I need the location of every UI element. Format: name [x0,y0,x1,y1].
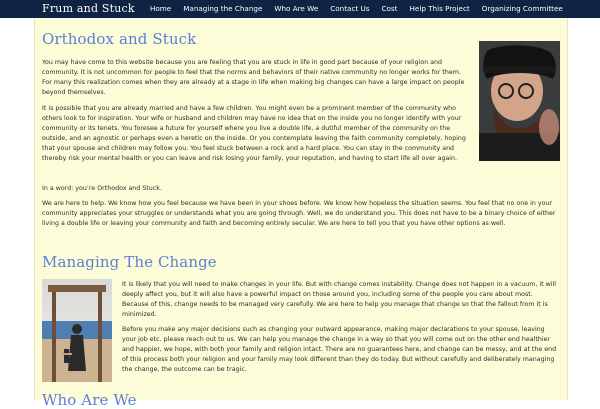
beach-post-left [52,292,56,382]
beach-pergola-top [48,285,106,292]
portrait-photo-icon [479,41,560,161]
portrait-photo-illustration [479,41,560,161]
orthodox-paragraph-4: We are here to help. We know how you feel because we have been in your shoes before. We know how hopeless the situation seems. You feel that no one in your community appreciates your struggles or understands what you are going through. Well, we do understand you. This does not have to be a binary choice of either living a double life or leaving your community and faith and becoming entirely secular. We are here to tell you that you have other options as well. [42,200,556,227]
nav-help-this-project[interactable]: Help This Project [409,4,470,13]
managing-paragraph-2: Before you make any major decisions such as changing your outward appearance, making major declarations to your spouse, leaving your job etc. please reach out to us. We can help you manage the change in a way so that you will come out on the other end healthier and happier, we hope, with both your family and religion intact. There are no guarantees here, and change can be messy, and at the end of this process both your religion and your family may look different than they do today. But without carefully and deliberately managing the change, the outcome can be tragic. [122,326,557,373]
beach-towel [62,353,72,355]
nav-cost[interactable]: Cost [381,4,398,13]
nav-who-are-we[interactable]: Who Are We [274,4,319,13]
beach-photo-icon [42,279,112,382]
beach-person-head [72,324,82,334]
main-content [34,18,568,409]
main-nav [150,0,575,18]
nav-managing-the-change[interactable]: Managing the Change [183,4,263,13]
nav-contact-us[interactable]: Contact Us [330,4,370,13]
top-navigation-bar [0,0,600,18]
heading-orthodox-and-stuck: Orthodox and Stuck [42,30,197,48]
portrait-hat-brim [483,66,556,73]
portrait-hand [539,109,559,145]
nav-home[interactable]: Home [150,4,172,13]
orthodox-paragraph-1: You may have come to this website because you are feeling that you are stuck in life in good part because of your religion and community. It is not uncommon for people to feel that the norms and behaviors of their native community no longer works for them. For many this realization comes when they are already at a stage in life when making big changes can have a large impact on people beyond themselves. [42,59,465,96]
nav-organizing-committee[interactable]: Organizing Committee [481,4,563,13]
beach-person-arm [64,349,69,363]
heading-who-are-we: Who Are We [42,391,137,409]
orthodox-paragraph-3: In a word: you’re Orthodox and Stuck. [42,185,162,192]
orthodox-paragraph-2: It is possible that you are already married and have a few children. You might even be a prominent member of the community who others look to for inspiration. Your wife or husband and children may have no idea that on the inside you no longer identify with your community or its tenets. You foresee a future for yourself where you live a double life, a dutiful member of the community on the outside, and an agnostic or perhaps even a heretic on the inside. Or you contemplate leaving the faith community completely, hoping that your spouse and children may follow you. You feel stuck between a rock and a hard place. You can stay in the community and thereby risk your mental health or you can leave and risk losing your family, your reputation, and having to start life all over again. [42,105,466,162]
site-brand[interactable]: Frum and Stuck [42,2,135,15]
beach-post-right [98,292,102,382]
heading-managing-the-change: Managing The Change [42,253,217,271]
managing-paragraph-1: It is likely that you will need to make changes in your life. But with change comes instability. Change does not happen in a vacuum, it will deeply affect you, but it will also have a powerful impact on those around you, including some of the people you care about most. Because of this, change needs to be managed very carefully. We are here to help you manage that change so that the fallout from it is minimized. [122,281,557,318]
beach-photo-illustration [42,279,112,382]
